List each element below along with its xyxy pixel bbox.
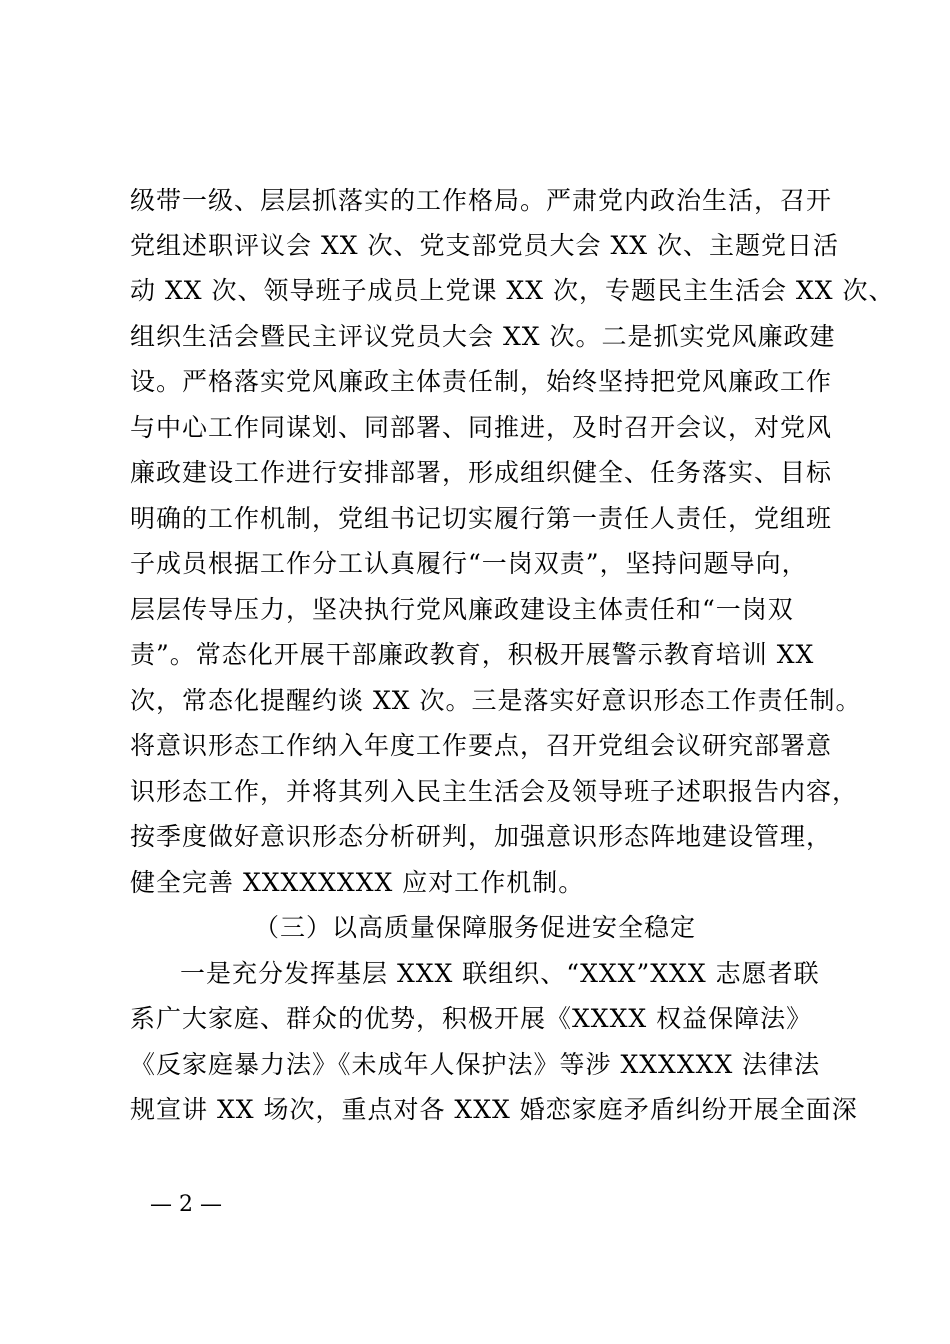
body-text-line: 次，常态化提醒约谈 XX 次。三是落实好意识形态工作责任制。 xyxy=(130,686,862,715)
body-text-line: 党组述职评议会 XX 次、党支部党员大会 XX 次、主题党日活 xyxy=(130,231,839,260)
body-text-line: 《反家庭暴力法》《未成年人保护法》等涉 XXXXXX 法律法 xyxy=(130,1050,821,1079)
body-text-line: 系广大家庭、群众的优势，积极开展《XXXX 权益保障法》 xyxy=(130,1004,813,1033)
page-number: — 2 — xyxy=(150,1192,222,1217)
body-text-line: 明确的工作机制，党组书记切实履行第一责任人责任，党组班 xyxy=(130,504,833,533)
body-text-line: 子成员根据工作分工认真履行“一岗双责”，坚持问题导向， xyxy=(130,549,808,578)
body-text-line: 识形态工作，并将其列入民主生活会及领导班子述职报告内容， xyxy=(130,777,859,806)
body-text-line: 廉政建设工作进行安排部署，形成组织健全、任务落实、目标 xyxy=(130,458,833,487)
body-text-line: 规宣讲 XX 场次，重点对各 XXX 婚恋家庭矛盾纠纷开展全面深 xyxy=(130,1095,858,1124)
body-text-line: 健全完善 XXXXXXXX 应对工作机制。 xyxy=(130,868,585,897)
body-text-line: 组织生活会暨民主评议党员大会 XX 次。二是抓实党风廉政建 xyxy=(130,322,836,351)
body-text-line: 一是充分发挥基层 XXX 联组织、“XXX”XXX 志愿者联 xyxy=(180,959,820,988)
section-heading: （三）以高质量保障服务促进安全稳定 xyxy=(253,913,696,942)
body-text-line: 将意识形态工作纳入年度工作要点，召开党组会议研究部署意 xyxy=(130,731,833,760)
body-text-line: 与中心工作同谋划、同部署、同推进，及时召开会议，对党风 xyxy=(130,413,833,442)
body-text-line: 层层传导压力，坚决执行党风廉政建设主体责任和“一岗双 xyxy=(130,595,794,624)
body-text-line: 责”。常态化开展干部廉政教育，积极开展警示教育培训 XX xyxy=(130,640,815,669)
body-text-line: 按季度做好意识形态分析研判，加强意识形态阵地建设管理， xyxy=(130,822,833,851)
body-text-line: 级带一级、层层抓落实的工作格局。严肃党内政治生活，召开 xyxy=(130,186,833,215)
body-text-line: 设。严格落实党风廉政主体责任制，始终坚持把党风廉政工作 xyxy=(130,367,833,396)
body-text-line: 动 XX 次、领导班子成员上党课 XX 次，专题民主生活会 XX 次、 xyxy=(130,276,895,305)
